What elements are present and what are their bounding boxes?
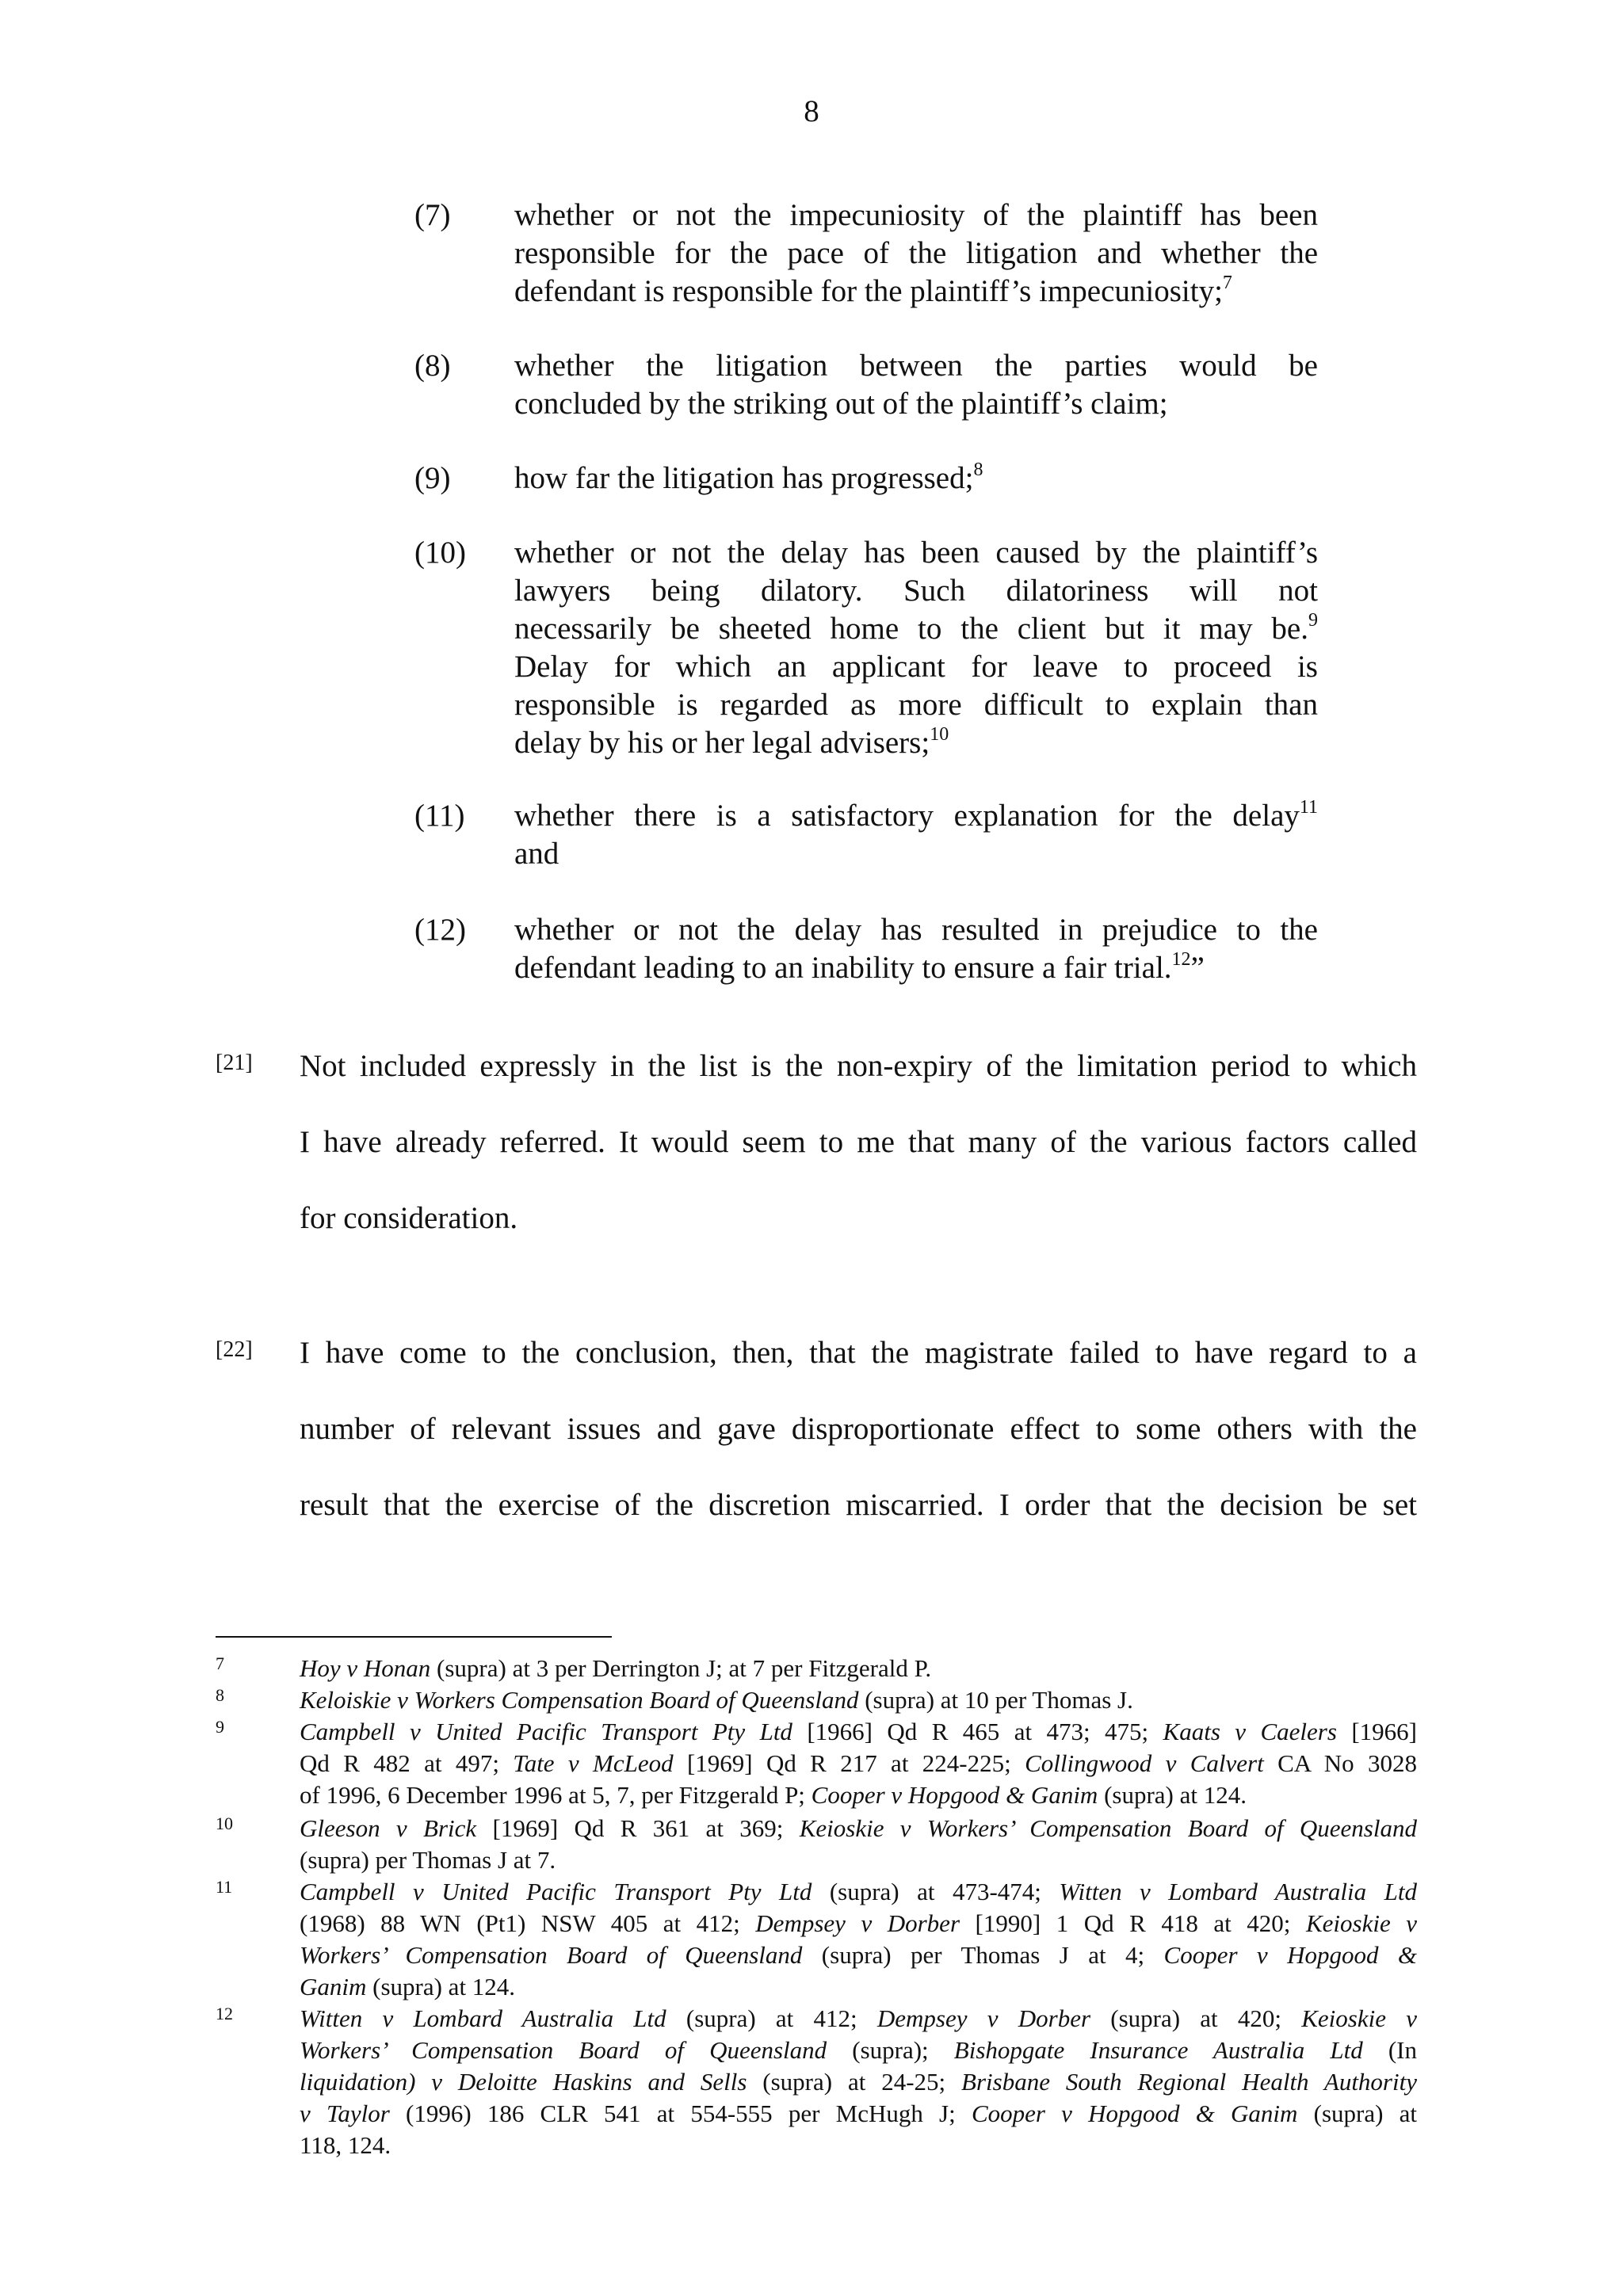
list-item (414, 347, 1318, 423)
paragraph-number: [22] (216, 1337, 253, 1362)
footnote-ref: 11 (1299, 797, 1318, 818)
footnote (216, 1716, 1417, 1811)
footnote-number: 11 (216, 1877, 233, 1897)
paragraph-line: number of relevant issues and gave disproportionate effect to some others with the (300, 1412, 1417, 1446)
list-item (414, 797, 1318, 873)
citation-text: (supra); (827, 2036, 954, 2064)
list-item (414, 460, 1318, 498)
case-name: Cooper v Hopgood & Ganim (811, 1781, 1098, 1809)
list-item-line: responsible for the pace of the litigation and whether the (514, 236, 1318, 270)
citation-text: (supra) at 412; (666, 2004, 877, 2032)
case-name: Campbell v United Pacific Transport Pty Ltd (300, 1718, 792, 1745)
list-item (414, 196, 1318, 311)
citation-text: Qd R 482 at 497; (300, 1749, 514, 1777)
citation-text: [1969] Qd R 217 at 224-225; (673, 1749, 1025, 1777)
citation-text: (supra) at 124. (1098, 1781, 1247, 1809)
paragraph-line: I have already referred. It would seem to me that many of the various factors called (300, 1125, 1417, 1159)
case-name: Dempsey v Dorber (755, 1909, 960, 1937)
footnote-ref: 7 (1222, 273, 1232, 293)
footnote (216, 1876, 1417, 2003)
citation-text: 118, 124. (300, 2131, 391, 2159)
case-name: Brisbane South Regional Health Authority (961, 2068, 1417, 2096)
case-name: liquidation) v Deloitte Haskins and Sells (300, 2068, 747, 2096)
list-item-line: whether or not the delay has resulted in prejudice to the (514, 913, 1318, 947)
footnote-separator (216, 1636, 612, 1638)
list-item (414, 534, 1318, 762)
list-item-number: (10) (414, 536, 466, 570)
case-name: Cooper v Hopgood & (1163, 1941, 1418, 1969)
case-name: Kaats v Caelers (1163, 1718, 1337, 1745)
list-item-line: whether there is a satisfactory explanation for the delay (514, 799, 1300, 833)
list-item-number: (11) (414, 799, 465, 833)
case-name: Keioskie v (1301, 2004, 1417, 2032)
footnote (216, 1684, 1417, 1716)
case-name: Hoy v Honan (300, 1654, 431, 1682)
footnote-number: 9 (216, 1717, 224, 1737)
list-item-number: (9) (414, 461, 451, 495)
case-name: Gleeson v Brick (300, 1814, 477, 1842)
citation-text: (supra) at 10 per Thomas J. (858, 1686, 1133, 1714)
citation-text: (supra) at (1297, 2100, 1417, 2127)
case-name: Workers’ Compensation Board of Queensland (300, 1941, 803, 1969)
case-name: Collingwood v Calvert (1025, 1749, 1264, 1777)
list-item-line: Delay for which an applicant for leave to proceed is (514, 650, 1318, 684)
footnote-number: 8 (216, 1685, 224, 1705)
list-item-line: defendant is responsible for the plaintiff’s impecuniosity; (514, 274, 1223, 308)
list-item-number: (12) (414, 913, 466, 947)
citation-text: (In (1362, 2036, 1418, 2064)
citation-text: (supra) at 420; (1090, 2004, 1302, 2032)
case-name: Workers’ Compensation Board of Queensland (300, 2036, 827, 2064)
list-item-line: how far the litigation has progressed; (514, 461, 974, 495)
paragraph-line: for consideration. (300, 1201, 518, 1235)
list-item-line: defendant leading to an inability to ensure a fair trial. (514, 951, 1172, 985)
paragraph-line: Not included expressly in the list is the non-expiry of the limitation period to which (300, 1049, 1417, 1083)
list-item-line: whether or not the delay has been caused by the plaintiff’s (514, 536, 1318, 570)
footnote (216, 1653, 1417, 1684)
list-item-line: delay by his or her legal advisers; (514, 726, 930, 760)
citation-text: CA No 3028 (1263, 1749, 1418, 1777)
citation-text: [1990] 1 Qd R 418 at 420; (960, 1909, 1306, 1937)
case-name: Tate v McLeod (513, 1749, 674, 1777)
case-name: Ganim (300, 1973, 367, 2000)
list-item (414, 911, 1318, 987)
list-item-number: (7) (414, 198, 451, 232)
case-name: v Taylor (300, 2100, 390, 2127)
citation-text: (1996) 186 CLR 541 at 554-555 per McHugh J; (389, 2100, 972, 2127)
case-name: Bishopgate Insurance Australia Ltd (953, 2036, 1363, 2064)
citation-text: (supra) at 473-474; (812, 1878, 1060, 1905)
case-name: Keioskie v (1305, 1909, 1418, 1937)
paragraph-line: I have come to the conclusion, then, that the magistrate failed to have regard to a (300, 1336, 1417, 1370)
footnote-ref: 10 (930, 724, 949, 745)
list-item-line: whether or not the impecuniosity of the plaintiff has been (514, 198, 1318, 232)
citation-text: (supra) at 3 per Derrington J; at 7 per Fitzgerald P. (430, 1654, 932, 1682)
citation-text: (1968) 88 WN (Pt1) NSW 405 at 412; (300, 1909, 756, 1937)
case-name: Dempsey v Dorber (876, 2004, 1091, 2032)
paragraph-number: [21] (216, 1051, 253, 1075)
footnote-ref: 12 (1171, 949, 1191, 970)
citation-text: [1966] Qd R 465 at 473; 475; (792, 1718, 1163, 1745)
citation-text: (supra) at 24-25; (747, 2068, 962, 2096)
footnote-number: 7 (216, 1653, 224, 1673)
footnote (216, 2003, 1417, 2161)
closing-quote: ” (1190, 951, 1205, 985)
footnote-ref: 9 (1308, 610, 1318, 631)
citation-text: (supra) per Thomas J at 7. (300, 1846, 556, 1874)
list-item-line: necessarily be sheeted home to the client but it may be. (514, 612, 1308, 646)
case-name: Cooper v Hopgood & Ganim (971, 2100, 1298, 2127)
list-item-line: and (514, 837, 559, 871)
citation-text: (supra) at 124. (366, 1973, 516, 2000)
citation-text: (supra) per Thomas J at 4; (802, 1941, 1164, 1969)
citation-text: of 1996, 6 December 1996 at 5, 7, per Fitzgerald P; (300, 1781, 812, 1809)
list-item-line: concluded by the striking out of the plaintiff’s claim; (514, 387, 1168, 421)
case-name: Witten v Lombard Australia Ltd (300, 2004, 666, 2032)
footnote-number: 12 (216, 2004, 233, 2023)
citation-text: [1969] Qd R 361 at 369; (476, 1814, 800, 1842)
case-name: Campbell v United Pacific Transport Pty Ltd (300, 1878, 812, 1905)
case-name: Witten v Lombard Australia Ltd (1059, 1878, 1417, 1905)
list-item-number: (8) (414, 349, 451, 383)
paragraph-line: result that the exercise of the discretion miscarried. I order that the decision be set (300, 1488, 1417, 1522)
footnote (216, 1813, 1417, 1876)
list-item-line: whether the litigation between the parties would be (514, 349, 1318, 383)
footnote-ref: 8 (973, 460, 983, 480)
list-item-line: lawyers being dilatory. Such dilatoriness will not (514, 574, 1318, 608)
page-number: 8 (804, 94, 819, 128)
case-name: Keloiskie v Workers Compensation Board of Queensland (300, 1686, 859, 1714)
case-name: Keioskie v Workers’ Compensation Board of Queensland (799, 1814, 1417, 1842)
footnote-number: 10 (216, 1814, 233, 1833)
citation-text: [1966] (1336, 1718, 1417, 1745)
list-item-line: responsible is regarded as more difficult to explain than (514, 688, 1318, 722)
